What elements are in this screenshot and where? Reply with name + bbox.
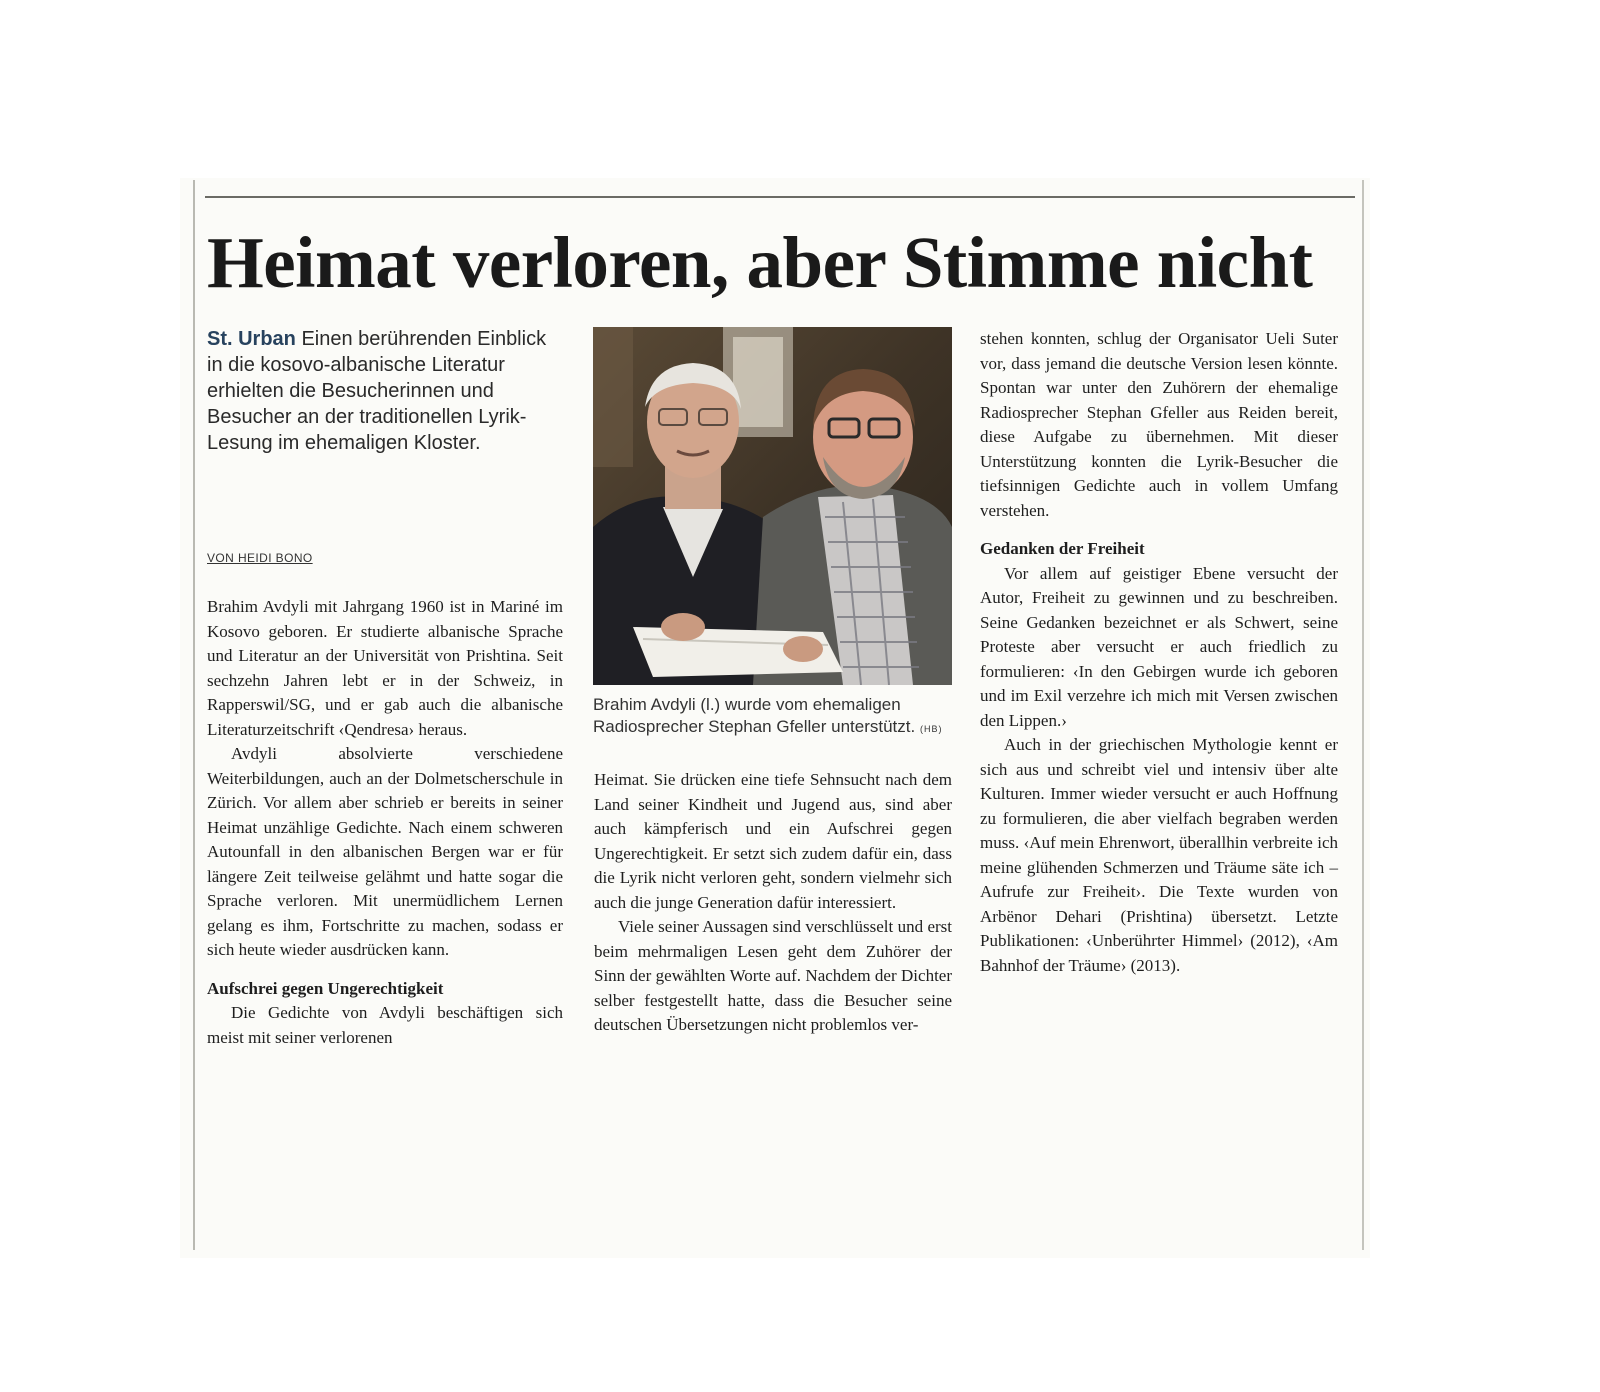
photo-illustration — [593, 327, 952, 685]
lead-place: St. Urban — [207, 328, 296, 350]
body-paragraph: Heimat. Sie drücken eine tiefe Sehnsucht nach dem Land seiner Kindheit und Jugend aus, sind aber auch kämpferisch und ein Aufschrei gegen Ungerechtigkeit. Er setzt sich zudem dafür ein, dass die Lyrik nicht verloren geht, sondern vielmehr sich auch die junge Generation dafür interessiert. — [594, 770, 952, 912]
column-2 — [594, 768, 952, 1038]
clipping-right-edge — [1362, 180, 1364, 1250]
byline: VON HEIDI BONO — [207, 551, 313, 565]
caption-text: Brahim Avdyli (l.) wurde vom ehemaligen Radiosprecher Stephan Gfeller unterstützt. — [593, 695, 916, 736]
body-paragraph: Brahim Avdyli mit Jahrgang 1960 ist in Mariné im Kosovo geboren. Er studierte albanische Sprache und Literatur an der Universität von Prishtina. Seit sechzehn Jahren lebt er in der Schweiz, in Rapperswil/SG, und er gab auch die albanische Literaturzeitschrift ‹Qendresa› heraus. — [207, 597, 563, 739]
body-paragraph: Vor allem auf geistiger Ebene versucht der Autor, Freiheit zu gewinnen und zu beschreiben. Seine Gedanken bezeichnet er als Schwert, seine Proteste aber versucht er auch friedlich zu formulieren: ‹In den Gebirgen wurde ich geboren und im Exil verzehre ich mich mit Versen zwischen den Lippen.› — [980, 563, 1338, 730]
body-paragraph: stehen konnten, schlug der Organisator Ueli Suter vor, dass jemand die deutsche Version lesen könnte. Spontan war unter den Zuhörern der ehemalige Radiosprecher Stephan Gfeller aus Reiden bereit, diese Aufgabe zu übernehmen. Mit dieser Unterstützung konnten die Lyrik-Besucher die tiefsinnigen Gedichte auch in vollem Umfang verstehen. — [980, 329, 1338, 520]
lead-text: Einen berührenden Einblick in die kosovo-albanische Literatur erhielten die Besucherinnen und Besucher an der traditionellen Lyrik-Lesung im ehemaligen Kloster. — [207, 328, 547, 454]
body-paragraph: Auch in der griechischen Mythologie kennt er sich aus und schreibt viel und intensiv über alte Kulturen. Immer wieder versucht er auch Hoffnung zu formulieren, die aber vielfach begraben werden muss. ‹Auf mein Ehrenwort, überallhin verbreite ich meine glühenden Schmerzen und Träume säte ich – Aufrufe zur Freiheit›. Die Texte wurden von Arbënor Dehari (Prishtina) übersetzt. Letzte Publikationen: ‹Unberührter Himmel› (2012), ‹Am Bahnhof der Träume› (2013). — [980, 735, 1338, 975]
top-rule — [205, 196, 1355, 198]
body-paragraph: Avdyli absolvierte verschiedene Weiterbildungen, auch an der Dolmetscherschule in Zürich. Vor allem aber schrieb er bereits in seiner Heimat unzählige Gedichte. Nach einem schweren Autounfall in den albanischen Bergen war er für längere Zeit teilweise gelähmt und hatte sogar die Sprache verloren. Mit unermüdlichem Lernen gelang es ihm, Fortschritte zu machen, sodass er sich heute wieder ausdrücken kann. — [207, 744, 563, 959]
body-paragraph: Die Gedichte von Avdyli beschäftigen sich meist mit seiner verlorenen — [207, 1003, 563, 1047]
photo-caption — [593, 694, 952, 740]
subheading: Gedanken der Freiheit — [980, 539, 1145, 558]
subheading: Aufschrei gegen Ungerechtigkeit — [207, 978, 444, 998]
headline: Heimat verloren, aber Stimme nicht — [207, 222, 1313, 303]
clipping-left-edge — [193, 180, 195, 1250]
article-photo — [593, 327, 952, 685]
column-3 — [980, 327, 1338, 978]
column-1 — [207, 595, 563, 1050]
photo-credit: (HB) — [919, 724, 943, 734]
body-paragraph: Viele seiner Aussagen sind verschlüsselt und erst beim mehrmaligen Lesen geht dem Zuhörer der Sinn der gewählten Worte auf. Nachdem der Dichter selber festgestellt hatte, dass die Besucher seine deutschen Übersetzungen nicht problemlos ver- — [594, 917, 952, 1034]
lead-paragraph — [207, 326, 557, 456]
